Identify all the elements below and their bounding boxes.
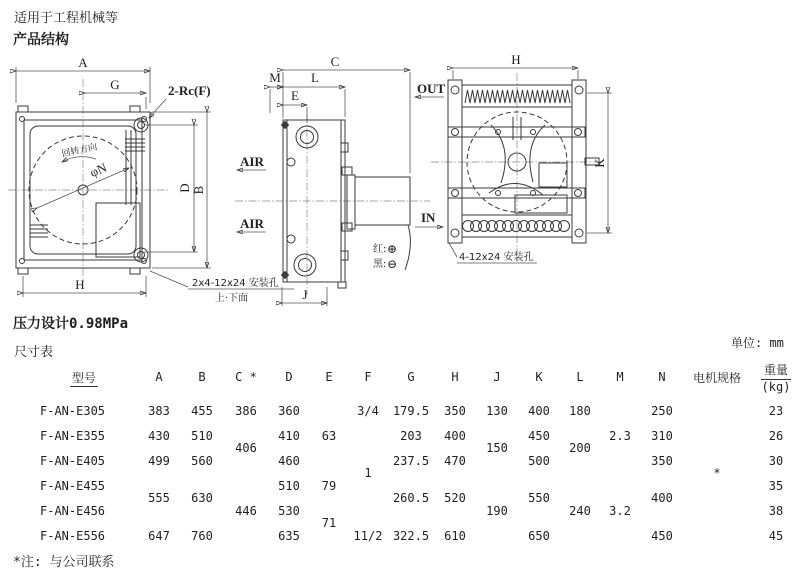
- cell-model: F-AN-E455: [40, 478, 106, 493]
- airflow-annotations: [237, 154, 266, 232]
- wiring-labels: [373, 242, 397, 271]
- header-h: H: [451, 370, 459, 384]
- cell-model: F-AN-E456: [40, 503, 106, 518]
- header-weight: 重量 (kg): [761, 362, 791, 394]
- rotation-direction-label: 回转方向: [60, 142, 99, 160]
- cell-f: 3/4: [357, 403, 379, 418]
- cell-d: 635: [278, 528, 300, 543]
- cell-model: F-AN-E305: [40, 403, 106, 418]
- cell-f: 1: [364, 466, 372, 480]
- cell-model: F-AN-E405: [40, 453, 106, 468]
- cell-g: 203: [400, 428, 422, 443]
- side-view-svg: [235, 55, 435, 313]
- cell-weight: 45: [768, 528, 784, 543]
- dimension-table: [30, 356, 802, 548]
- front-mount-faces-label: 上·下面: [215, 293, 249, 304]
- cell-l: 240: [569, 503, 591, 518]
- cell-h: 350: [444, 403, 466, 418]
- front-mount-holes-label: 2x4-12x24 安装孔: [192, 278, 279, 289]
- cell-a: 383: [148, 403, 170, 418]
- out-label: OUT: [417, 81, 446, 96]
- flow-annotations: [415, 81, 446, 227]
- ports-label: 2-Rc(F): [168, 83, 211, 98]
- cell-motor-spec: *: [713, 466, 721, 480]
- cell-b: 510: [191, 428, 213, 443]
- cell-empty: [600, 398, 640, 423]
- header-l: L: [576, 370, 584, 384]
- plus-terminal-icon: ⊕: [387, 242, 398, 256]
- cell-c: 406: [235, 441, 257, 455]
- dim-e-label: E: [291, 88, 299, 103]
- dim-a-label: A: [78, 55, 88, 70]
- cell-g: 237.5: [392, 453, 430, 468]
- cell-empty: [310, 448, 348, 473]
- table-row: [30, 398, 802, 423]
- header-row: [30, 356, 802, 398]
- cell-h: 520: [444, 491, 466, 505]
- cell-weight: 26: [768, 428, 784, 443]
- fan-diameter-label: φN: [87, 159, 109, 181]
- cell-g: 322.5: [392, 528, 430, 543]
- cell-weight: 35: [768, 478, 784, 493]
- cell-e: 63: [321, 428, 337, 443]
- cell-b: 760: [191, 528, 213, 543]
- minus-terminal-icon: ⊖: [387, 257, 398, 271]
- cell-a: 555: [148, 491, 170, 505]
- table-title: 尺寸表: [14, 345, 54, 360]
- cell-l: 180: [569, 403, 591, 418]
- header-d: D: [285, 370, 293, 384]
- cell-j: 190: [486, 503, 508, 518]
- header-g: G: [407, 370, 415, 384]
- header-m: M: [616, 370, 624, 384]
- cell-h: 470: [444, 453, 466, 468]
- cell-g: 260.5: [392, 491, 430, 505]
- header-j: J: [493, 370, 501, 384]
- rear-view-drawing: [413, 55, 653, 274]
- cell-n: 400: [651, 491, 673, 505]
- cell-n: 450: [651, 528, 673, 543]
- dim-h-rear-label: H: [511, 55, 521, 67]
- cell-weight: 38: [768, 503, 784, 518]
- section-title-product-structure: 产品结构: [13, 32, 69, 48]
- motor: [347, 175, 410, 270]
- cell-c: 446: [235, 503, 257, 518]
- header-model: 型号: [71, 370, 96, 385]
- cell-l: 200: [569, 441, 591, 455]
- in-label: IN: [421, 210, 436, 225]
- cell-d: 360: [278, 403, 300, 418]
- dimension-c: [283, 55, 410, 173]
- cell-j: 130: [486, 403, 508, 418]
- dim-j-label: J: [302, 287, 308, 302]
- rear-view-svg: [413, 55, 653, 270]
- cell-empty: [600, 448, 640, 473]
- rear-mount-holes-label: 4-12x24 安装孔: [459, 252, 534, 263]
- cell-b: 630: [191, 491, 213, 505]
- cell-d: 410: [278, 428, 300, 443]
- side-view-drawing: [235, 55, 435, 317]
- cell-a: 647: [148, 528, 170, 543]
- cell-n: 310: [651, 428, 673, 443]
- header-f: F: [364, 370, 372, 384]
- cell-d: 510: [278, 478, 300, 493]
- header-a: A: [155, 370, 163, 384]
- ports-callout: [149, 83, 211, 118]
- dim-g-label: G: [110, 77, 120, 92]
- dimension-h: [23, 276, 146, 297]
- cell-a: 499: [148, 453, 170, 468]
- pressure-note: 压力设计0.98MPa: [13, 316, 129, 332]
- cell-weight: 23: [768, 403, 784, 418]
- cell-weight: 30: [768, 453, 784, 468]
- cell-m: 3.2: [609, 503, 631, 518]
- dimension-m: [269, 70, 283, 113]
- cross-bars: [448, 127, 599, 198]
- side-body: [281, 120, 352, 288]
- cell-e: 79: [321, 478, 337, 493]
- dimension-j: [282, 287, 327, 306]
- cell-h: 400: [444, 428, 466, 443]
- cell-empty: [310, 398, 348, 423]
- dimension-e: [283, 88, 307, 123]
- cell-d: 460: [278, 453, 300, 468]
- unit-label: 单位: mm: [731, 336, 784, 350]
- dim-c-label: C: [330, 55, 340, 69]
- cell-f: 11/2: [353, 528, 383, 543]
- cell-k: 500: [528, 453, 550, 468]
- core-hatch: [96, 203, 140, 257]
- wire-red-label: 红:: [373, 244, 387, 255]
- cell-k: 400: [528, 403, 550, 418]
- air-lower-label: AIR: [240, 216, 264, 231]
- side-centerlines: [235, 115, 430, 295]
- cell-b: 455: [191, 403, 213, 418]
- header-e: E: [325, 370, 333, 384]
- cell-n: 250: [651, 403, 673, 418]
- cell-a: 430: [148, 428, 170, 443]
- dim-l-label: L: [311, 70, 319, 85]
- cell-j: 150: [486, 441, 508, 455]
- dimension-h-rear: [453, 55, 578, 79]
- header-motor-spec: 电机规格: [692, 370, 741, 385]
- cell-c: 386: [235, 403, 257, 418]
- footnote: *注: 与公司联系: [13, 555, 115, 570]
- rotation-direction-annotation: [61, 140, 99, 162]
- cell-k: 650: [528, 528, 550, 543]
- applicability-note: 适用于工程机械等: [14, 11, 119, 26]
- cell-k: 550: [528, 491, 550, 505]
- dimension-g: [85, 77, 146, 109]
- dim-d-label: D: [177, 183, 192, 193]
- cell-k: 450: [528, 428, 550, 443]
- wire-black-label: 黑:: [373, 259, 387, 270]
- cell-d: 530: [278, 503, 300, 518]
- dim-k-label: K: [592, 158, 607, 168]
- cell-b: 560: [191, 453, 213, 468]
- dim-m-label: M: [269, 70, 281, 85]
- cell-h: 610: [444, 528, 466, 543]
- cell-model: F-AN-E556: [40, 528, 106, 543]
- cell-e: 71: [321, 516, 337, 530]
- header-b: B: [198, 370, 206, 384]
- cell-g: 179.5: [392, 403, 430, 418]
- cell-m: 2.3: [609, 428, 631, 443]
- air-upper-label: AIR: [240, 154, 264, 169]
- cell-n: 350: [651, 453, 673, 468]
- dimension-d: [144, 125, 198, 252]
- header-n: N: [658, 370, 666, 384]
- dimension-k: [587, 93, 612, 233]
- dim-h-label: H: [75, 277, 85, 292]
- cell-model: F-AN-E355: [40, 428, 106, 443]
- rear-mount-callout: [449, 243, 537, 263]
- header-k: K: [535, 370, 543, 384]
- header-c: C *: [235, 370, 257, 384]
- dim-b-label: B: [191, 185, 206, 195]
